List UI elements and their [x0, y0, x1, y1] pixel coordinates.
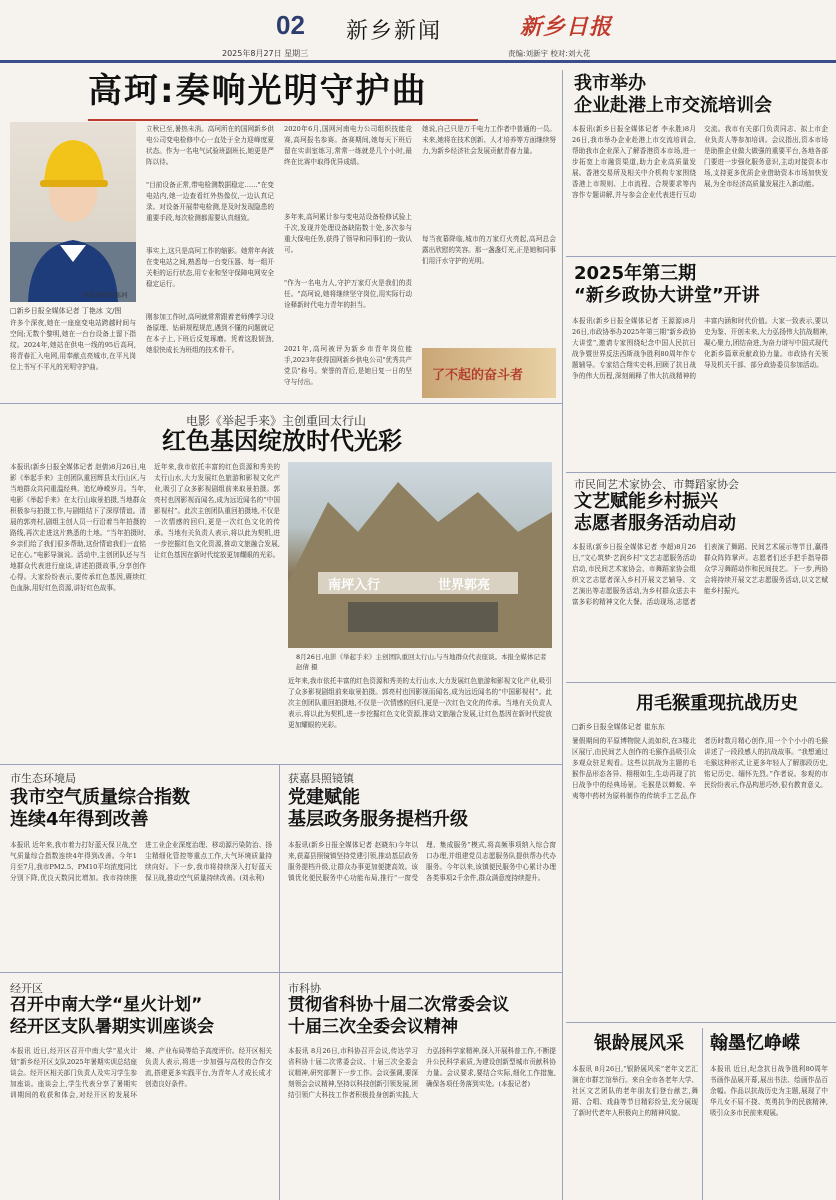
feature-paragraph: 2021年,高珂被评为新乡市青年岗位能手,2023年获得国网新乡供电公司"优秀共产党员"称号。荣誉的背后,是她日复一日的坚守与付出。	[284, 345, 412, 386]
forum-headline-line2: “新乡政协大讲堂”开讲	[574, 285, 760, 306]
ipo-headline-line1: 我市举办	[574, 73, 646, 94]
xinghuo-body: 本报讯 近日,经开区召开中南大学“星火计划”新乡经开区支队2025年暑期实训总结座谈会。经开区相关部门负责人及实习学生参加座谈。座谈会上,学生代表分享了暑期实训期间的收获和体会,对经开区的发展环境、产业布局等给予高度评价。经开区相关负责人表示,将进一步加强与高校的合作交流,搭建更多实践平台,为青年人才成长成才创造良好条件。	[10, 1047, 272, 1099]
art-headline-line2: 志愿者服务活动启动	[574, 513, 736, 534]
photo-sign-1: 南坪入行	[328, 578, 381, 593]
editors-line: 责编:刘新宇 校对:刘大花	[508, 49, 591, 58]
feature-paragraph: 多年来,高珂累计参与变电站设备检修试验上千次,发现并处理设备缺陷数十处,多次参与重大保电任务,获得了领导和同事们的一致认可。	[284, 213, 412, 254]
taihang-mountain-icon	[288, 462, 552, 648]
xinghuo-headline-line2: 经开区支队暑期实训座谈会	[10, 1017, 214, 1037]
kexie-kicker: 市科协	[288, 982, 321, 995]
film-body-right: 近年来,我市依托丰富的红色资源和秀美的太行山水,大力发展红色旅游和影视文化产业,吸引了众多影视剧组前来取景拍摄。郭亮村也因影视而闻名,成为远近闻名的“中国影视村”。此次主创团队重回拍摄地,不仅是一次情感的回归,更是一次红色文化的传承。当地有关负责人表示,将以此为契机,进一步挖掘红色文化资源,推动文旅融合发展,让红色基因在新时代绽放更加耀眼的光彩。	[154, 463, 280, 559]
feature-portrait	[10, 122, 136, 302]
section-title: 新乡新闻	[346, 19, 443, 44]
ipo-headline-line2: 企业赴港上市交流培训会	[574, 95, 772, 116]
art-headline-line1: 文艺赋能乡村振兴	[574, 491, 718, 512]
film-photo-caption: 8月26日,电影《举起手来》主创团队重回太行山,与当地群众代表座谈。本报全媒体记者 赵倩 摄	[296, 653, 547, 671]
monkey-byline: □新乡日报全媒体记者 崔东东	[572, 723, 665, 731]
issue-date: 2025年8月27日 星期三	[222, 49, 309, 58]
air-kicker: 市生态环境局	[10, 772, 76, 785]
newspaper-logo: 新乡日报	[520, 14, 613, 40]
feature-paragraph: "目前设备正常,带电检测数据稳定……"在变电站内,她一边查看红外热像仪,一边认真记录。对设备开展带电检测,是及时发现隐患的重要手段,每次检测都需要认真细致。	[146, 181, 274, 222]
film-headline: 红色基因绽放时代光彩	[162, 427, 402, 455]
air-headline-line1: 我市空气质量综合指数	[10, 787, 190, 808]
art-body: 本报讯(新乡日报全媒体记者 李超)8月26日,“文心筑梦·艺润乡村”文艺志愿服务活动启动,市民间艺术家协会、市舞蹈家协会组织文艺志愿者深入乡村开展文艺辅导、文艺演出等志愿服务活动,为乡村群众送去丰富多彩的精神文化大餐。活动现场,志愿者们表演了舞蹈、民间艺术展示等节目,赢得群众阵阵掌声。志愿者们还手把手指导群众学习舞蹈动作和民间技艺。下一步,两协会将持续开展文艺志愿服务活动,以文艺赋能乡村振兴。	[572, 543, 828, 606]
feature-paragraph: 事实上,这只是高珂工作的缩影。她常年奔波在变电站之间,熟悉每一台变压器、每一组开关柜的运行状态,用专业和坚守保障电网安全稳定运行。	[146, 247, 274, 288]
film-photo	[288, 462, 552, 648]
struggler-banner-photo	[422, 348, 556, 398]
film-body-left: 本报讯(新乡日报全媒体记者 赵倩)8月26日,电影《举起手来》主创团队重回辉县太行山区,与当地群众共同重温经典、追忆峥嵘岁月。当年,电影《举起手来》在太行山取景拍摄,当地群众积极参与拍摄工作,与剧组结下了深厚情谊。清晨的郭亮村,剧组主创人员一行沿着当年拍摄的路线,再次走进这片熟悉的土地。“当年拍摄时,乡亲们给了我们很多帮助,这份情谊我们一直铭记在心。”电影导演说。活动中,主创团队还与当地群众代表进行座谈,讲述拍摄故事,分享创作心得。大家纷纷表示,要传承红色基因,赓续红色血脉,用好红色资源,讲好红色故事。	[10, 463, 146, 592]
silver-headline: 银龄展风采	[594, 1033, 684, 1054]
film-body-right-continued: 近年来,我市依托丰富的红色资源和秀美的太行山水,大力发展红色旅游和影视文化产业,吸引了众多影视剧组前来取景拍摄。郭亮村也因影视而闻名,成为远近闻名的“中国影视村”。此次主创团队重回拍摄地,不仅是一次情感的回归,更是一次红色文化的传承。当地有关负责人表示,将以此为契机,进一步挖掘红色文化资源,推动文旅融合发展,让红色基因在新时代绽放更加耀眼的光彩。	[288, 677, 552, 729]
kexie-headline-line2: 十届三次全委会议精神	[288, 1017, 458, 1037]
feature-headline: 高珂:奏响光明守护曲	[88, 71, 428, 111]
feature-paragraph: 立秋已至,暑热未消。高珂所在的国网新乡供电公司变电检修中心一直处于全力迎峰度夏状态。作为一名电气试验班副班长,她更是严阵以待。	[146, 125, 274, 166]
feature-photo-caption: 英姿飒爽的高珂	[82, 291, 128, 299]
worker-portrait-icon	[10, 122, 136, 302]
huojia-headline-line1: 党建赋能	[288, 787, 360, 808]
kexie-headline-line1: 贯彻省科协十届二次常委会议	[288, 995, 509, 1015]
monkey-body: 暑假期间的平原博物院人流如织,在3楼北区展厅,由民间艺人创作的毛猴作品吸引众多观众驻足观看。这些以抗战为主题的毛猴作品形态各异、栩栩如生,生动再现了抗日战争中的经典场景。毛猴是以蝉蜕、辛夷等中药材为原料制作的传统手工艺品,作者历时数月精心创作,用一个个小小的毛猴讲述了一段段感人的抗战故事。“我想通过毛猴这种形式,让更多年轻人了解那段历史,铭记历史、缅怀先烈。”作者说。参观的市民纷纷表示,作品构思巧妙,很有教育意义。	[572, 737, 828, 800]
banner-text: 了不起的奋斗者	[432, 368, 524, 383]
huojia-body: 本报讯(新乡日报全媒体记者 赵晓东)今年以来,获嘉县照镜镇坚持党建引领,推动基层政务服务提档升级,让群众办事更加便捷高效。该镇优化便民服务中心功能布局,推行“一窗受理、集成服务”模式,将高频事项纳入综合窗口办理,并组建党员志愿服务队提供帮办代办服务。今年以来,该镇便民服务中心累计办理各类事项2千余件,群众满意度持续提升。	[288, 841, 556, 882]
film-kicker: 电影《举起手来》主创重回太行山	[186, 414, 367, 428]
feature-paragraph: 2020年6月,国网河南电力公司组织技能竞赛,高珂报名参赛。备赛期间,她每天下班后留在实训室练习,常常一练就是几个小时,最终在比赛中取得优异成绩。	[284, 125, 412, 166]
forum-body: 本报讯(新乡日报全媒体记者 王源源)8月26日,市政协举办2025年第三期“新乡政协大讲堂”,邀请专家围绕纪念中国人民抗日战争暨世界反法西斯战争胜利80周年作专题辅导。专家结合翔实史料,回顾了抗日战争的伟大历程,深刻阐释了伟大抗战精神的丰富内涵和时代价值。大家一致表示,要以史为鉴、开创未来,大力弘扬伟大抗战精神,凝心聚力,团结奋进,为奋力谱写中国式现代化新乡篇章贡献政协力量。市政协有关领导及机关干部、部分政协委员参加活动。	[572, 317, 828, 380]
ipo-body: 本报讯(新乡日报全媒体记者 李永胜)8月26日,我市举办企业赴港上市交流培训会,帮助我市企业深入了解香港资本市场,进一步拓宽上市融资渠道,助力企业高质量发展。香港交易所及相关中介机构专家围绕香港上市规则、上市流程、合规要求等内容作专题讲解,并与参会企业代表进行互动交流。我市有关部门负责同志、拟上市企业负责人等参加培训。会议指出,资本市场是助推企业做大做强的重要平台,各地各部门要进一步强化服务意识,主动对接资本市场,支持更多优质企业借助资本市场加快发展,为全市经济高质量发展注入新动能。	[572, 125, 828, 199]
feature-byline: □新乡日报全媒体记者 丁艳冰 文/图	[10, 307, 122, 315]
feature-paragraph: 许多个深夜,她在一座座变电站跨越时间与空间;无数个黎明,她在一台台设备上留下指纹。2024年,她站在供电一线的95后高珂,将青春汇入电网,用奉献点亮城市,在平凡岗位上书写不平凡的光明守护曲。	[10, 319, 136, 371]
ink-body: 本报讯 近日,纪念抗日战争胜利80周年书画作品展开幕,展出书法、绘画作品百余幅。作品以抗战历史为主题,展现了中华儿女不屈不挠、英勇抗争的民族精神,吸引众多市民前来观展。	[710, 1065, 828, 1117]
air-body: 本报讯 近年来,我市着力打好蓝天保卫战,空气质量综合指数连续4年得到改善。今年1月至7月,我市PM2.5、PM10平均浓度同比分别下降,优良天数同比增加。我市持续推进工业企业深度治理、移动源污染防治、扬尘精细化管控等重点工作,大气环境质量持续向好。下一步,我市将持续深入打好蓝天保卫战,推动空气质量持续改善。(刘永利)	[10, 841, 272, 882]
kexie-body: 本报讯 8月26日,市科协召开会议,传达学习省科协十届二次常委会议、十届三次全委会议精神,研究部署下一步工作。会议强调,要深刻领会会议精神,坚持以科技创新引领发展,团结引领广大科技工作者积极投身创新实践,大力弘扬科学家精神,深入开展科普工作,不断提升公民科学素质,为建设创新型城市贡献科协力量。会议要求,要结合实际,细化工作措施,确保各项任务落到实处。(本报记者)	[288, 1047, 556, 1099]
xinghuo-headline-line1: 召开中南大学“星火计划”	[10, 995, 203, 1015]
huojia-headline-line2: 基层政务服务提档升级	[288, 809, 468, 830]
page-number: 02	[276, 10, 305, 40]
air-headline-line2: 连续4年得到改善	[10, 809, 149, 830]
ink-headline: 翰墨忆峥嵘	[710, 1033, 800, 1054]
art-kicker: 市民间艺术家协会、市舞蹈家协会	[574, 478, 739, 491]
forum-headline-line1: 2025年第三期	[574, 263, 697, 284]
photo-sign-2: 世界郭亮	[438, 578, 491, 593]
feature-paragraph: 每当夜幕降临,城市的万家灯火亮起,高珂总会露出欣慰的笑容。那一盏盏灯光,正是她和同事们用汗水守护的光明。	[422, 235, 556, 265]
feature-paragraph: 刚参加工作时,高珂就常常跟着老师傅学习设备原理、钻研规程规范,遇到不懂的问题就记在本子上,下班后反复琢磨。凭着这股韧劲,她很快成长为班组的技术骨干。	[146, 313, 274, 354]
monkey-headline: 用毛猴重现抗战历史	[636, 693, 798, 714]
silver-body: 本报讯 8月26日,“银龄展风采”老年文艺汇演在市群艺馆举行。来自全市各老年大学、社区文艺团队的老年朋友们登台献艺,舞蹈、合唱、戏曲等节目精彩纷呈,充分展现了新时代老年人积极向上的精神风貌。	[572, 1065, 698, 1117]
feature-paragraph: 她说,自己只是万千电力工作者中普通的一员。未来,她将在技术创新、人才培养等方面继续努力,为新乡经济社会发展贡献青春力量。	[422, 125, 556, 155]
xinghuo-kicker: 经开区	[10, 982, 43, 995]
feature-paragraph: "作为一名电力人,守护万家灯火是我们的责任。"高珂说,她将继续坚守岗位,用实际行动诠释新时代电力青年的担当。	[284, 279, 412, 309]
huojia-kicker: 获嘉县照镜镇	[288, 772, 354, 785]
